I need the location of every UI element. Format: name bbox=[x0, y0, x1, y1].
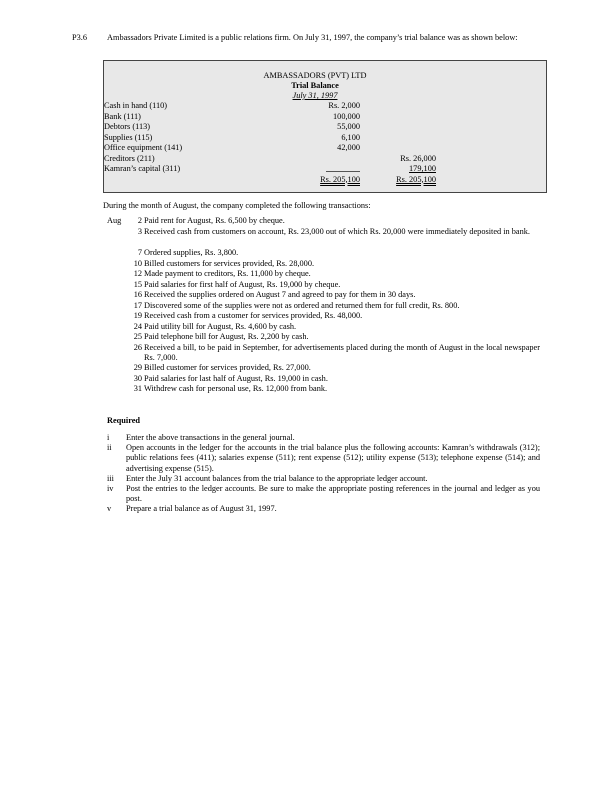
trial-balance-box bbox=[103, 60, 547, 193]
transaction-day: 15 bbox=[133, 279, 142, 289]
transaction-text: Received the supplies ordered on August 7 and agreed to pay for them in 30 days. bbox=[144, 290, 416, 299]
company-name: AMBASSADORS (PVT) LTD bbox=[263, 71, 367, 80]
table-row bbox=[104, 164, 546, 174]
debit-amount: 42,000 bbox=[337, 143, 360, 152]
transaction-text: Billed customers for services provided, Rs. 28,000. bbox=[144, 258, 315, 268]
transaction-day: 16 bbox=[133, 290, 142, 299]
item-text: Prepare a trial balance as of August 31, 1997. bbox=[126, 504, 277, 513]
item-number: ii bbox=[107, 443, 112, 452]
trial-balance-date: July 31, 1997 bbox=[292, 91, 338, 100]
table-row bbox=[104, 133, 546, 143]
transaction-day: 31 bbox=[133, 384, 142, 393]
transaction-text: Billed customer for services provided, Rs. 27,000. bbox=[144, 363, 311, 372]
transaction-day: 12 bbox=[133, 269, 142, 278]
credit-amount: Rs. 26,000 bbox=[400, 153, 436, 163]
transaction-text: Paid rent for August, Rs. 6,500 by cheque. bbox=[144, 216, 285, 225]
transaction-text: Received cash from a customer for services provided, Rs. 48,000. bbox=[144, 311, 363, 320]
account-name: Supplies (115) bbox=[104, 132, 153, 142]
transaction-day: 10 bbox=[133, 258, 142, 268]
transaction-text: Received a bill, to be paid in September, for advertisements placed during the month of August in the local newspaper Rs. 7,000. bbox=[144, 342, 540, 362]
transaction-day: 7 bbox=[137, 248, 142, 257]
transactions-intro: During the month of August, the company completed the following transactions: bbox=[103, 201, 371, 210]
problem-number: P3.6 bbox=[72, 33, 87, 42]
transaction-day: 3 bbox=[137, 227, 142, 236]
transaction-day: 26 bbox=[133, 342, 142, 352]
debit-amount: 6,100 bbox=[341, 132, 360, 142]
debit-amount: 55,000 bbox=[337, 122, 360, 131]
item-text: Open accounts in the ledger for the accounts in the trial balance plus the following accounts: Kamran’s withdrawals (312); public relations fees (411); salaries expense (511); rent expense (512); utility expense (513); telephone expense (514); and advertising expense (515). bbox=[126, 443, 540, 473]
transaction-text: Paid salaries for last half of August, Rs. 19,000 in cash. bbox=[144, 373, 328, 383]
table-row bbox=[104, 122, 546, 132]
account-name: Kamran’s capital (311) bbox=[104, 164, 181, 173]
problem-intro: Ambassadors Private Limited is a public relations firm. On July 31, 1997, the company’s trial balance was as shown below: bbox=[107, 33, 518, 42]
transaction-month: Aug bbox=[107, 216, 122, 225]
transaction-day: 2 bbox=[137, 216, 142, 225]
transaction-text: Ordered supplies, Rs. 3,800. bbox=[144, 248, 239, 257]
transaction-day: 25 bbox=[133, 332, 142, 341]
table-row bbox=[104, 143, 546, 153]
transaction-text: Discovered some of the supplies were not as ordered and returned them for full credit, Rs. 800. bbox=[144, 300, 460, 310]
transaction-text: Paid utility bill for August, Rs. 4,600 by cash. bbox=[144, 321, 297, 331]
account-name: Office equipment (141) bbox=[104, 143, 183, 152]
trial-balance-title: Trial Balance bbox=[291, 81, 339, 90]
item-number: v bbox=[107, 504, 112, 513]
table-row bbox=[104, 101, 546, 111]
transaction-text: Received cash from customers on account, Rs. 23,000 out of which Rs. 20,000 were immediately deposited in bank. bbox=[144, 227, 530, 236]
transaction-day: 24 bbox=[133, 321, 142, 331]
item-number: i bbox=[107, 433, 110, 442]
debit-amount: 100,000 bbox=[333, 111, 360, 121]
total-credit: Rs. 205,100 bbox=[396, 174, 436, 184]
item-number: iv bbox=[107, 484, 114, 493]
item-text: Post the entries to the ledger accounts. Be sure to make the appropriate posting references in the journal and ledger as you post. bbox=[126, 484, 540, 504]
transaction-day: 30 bbox=[133, 373, 142, 383]
transaction-day: 17 bbox=[133, 300, 142, 310]
account-name: Cash in hand (110) bbox=[104, 101, 168, 110]
account-name: Bank (111) bbox=[104, 111, 141, 121]
account-name: Creditors (211) bbox=[104, 153, 155, 163]
item-number: iii bbox=[107, 474, 114, 483]
transaction-text: Withdrew cash for personal use, Rs. 12,000 from bank. bbox=[144, 384, 328, 393]
required-heading: Required bbox=[107, 416, 141, 425]
transaction-day: 29 bbox=[133, 363, 142, 372]
account-name: Debtors (113) bbox=[104, 122, 151, 131]
total-debit: Rs. 205,100 bbox=[320, 174, 360, 184]
item-text: Enter the July 31 account balances from the trial balance to the appropriate ledger account. bbox=[126, 474, 428, 483]
item-text: Enter the above transactions in the general journal. bbox=[126, 433, 295, 442]
transaction-text: Paid telephone bill for August, Rs. 2,200 by cash. bbox=[144, 332, 309, 341]
table-row bbox=[104, 112, 546, 122]
table-row bbox=[104, 154, 546, 164]
totals-row bbox=[104, 175, 546, 185]
credit-amount: 179,100 bbox=[409, 164, 436, 173]
transaction-day: 19 bbox=[133, 311, 142, 320]
transaction-text: Made payment to creditors, Rs. 11,000 by cheque. bbox=[144, 269, 311, 278]
debit-amount: Rs. 2,000 bbox=[328, 101, 360, 110]
transaction-text: Paid salaries for first half of August, Rs. 19,000 by cheque. bbox=[144, 279, 341, 289]
